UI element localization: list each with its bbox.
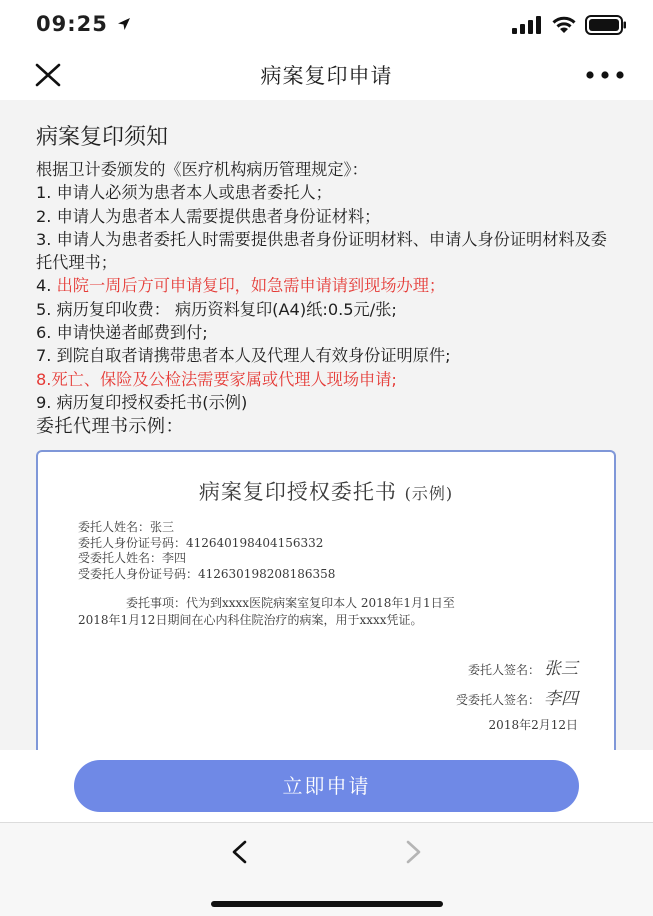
notice-intro: 根据卫计委颁发的《医疗机构病历管理规定》： [36,160,368,179]
wifi-icon [551,14,577,34]
notice-item-8 [36,368,618,391]
sample-title: 委托代理书示例： [36,416,184,437]
notice-item-4-number: 4. [36,276,57,296]
principal-signature-label: 委托人签名： [467,663,540,677]
document-field: 委托人身份证号码：412640198404156332 [78,535,324,550]
notice-item-1: 1. 申请人必须为患者本人或患者委托人； [36,183,332,203]
notice-item-7: 7. 到院自取者请携带患者本人及代理人有效身份证明原件; [36,346,451,366]
principal-signature [468,654,578,679]
forward-arrow-icon [401,839,425,865]
document-field: 受委托人姓名：李四 [78,551,187,565]
status-bar [0,0,653,50]
document-field: 受委托人身份证号码：412630198208186358 [78,566,336,581]
document-title [38,476,614,506]
status-time: 09:25 [36,12,108,36]
document-matter [78,595,588,629]
notice-title: 病案复印须知 [36,125,169,150]
agent-signature-name: 李四 [544,689,578,709]
battery-icon [585,15,627,35]
page-title: 病案复印申请 [260,64,393,88]
signal-icon [512,16,542,34]
document-title-text: 病案复印授权委托书 [198,480,397,504]
notice-list [36,158,618,414]
notice-item-9: 9. 病历复印授权委托书(示例) [36,392,248,412]
apply-button[interactable]: 立即申请 [74,760,579,812]
nav-bar [0,50,653,100]
notice-item-4 [36,274,618,297]
notice-item-2: 2. 申请人为患者本人需要提供患者身份证材料； [36,206,381,226]
location-arrow-icon [116,16,132,32]
document-date: 2018年2月12日 [488,718,578,732]
content-area [0,100,653,750]
document-title-suffix: (示例) [404,484,454,503]
authorization-document-sample [36,450,616,750]
notice-item-8-number: 8. [36,369,52,389]
document-field: 委托人姓名：张三 [78,520,175,534]
back-arrow-icon[interactable] [228,839,252,865]
bottom-toolbar [0,822,653,916]
notice-item-3: 3. 申请人为患者委托人时需要提供患者身份证明材料、申请人身份证明材料及委托代理书； [36,229,607,273]
document-matter-line: 委托事项：代为到xxxx医院病案室复印本人 2018年1月1日至 [126,596,455,610]
home-indicator [211,901,443,907]
document-matter-line: 2018年1月12日期间在心内科住院治疗的病案，用于xxxx凭证。 [78,613,423,627]
agent-signature [456,684,578,709]
more-icon[interactable] [585,70,625,80]
notice-item-8-text: 死亡、保险及公检法需要家属或代理人现场申请; [51,369,397,389]
agent-signature-label: 受委托人签名： [455,693,540,707]
notice-item-4-text: 出院一周后方可申请复印，如急需申请请到现场办理； [56,276,446,296]
notice-item-6: 6. 申请快递者邮费到付; [36,323,208,343]
principal-signature-name: 张三 [544,659,578,679]
document-fields [78,520,335,582]
notice-item-5: 5. 病历复印收费： 病历资料复印(A4)纸:0.5元/张; [36,299,397,319]
